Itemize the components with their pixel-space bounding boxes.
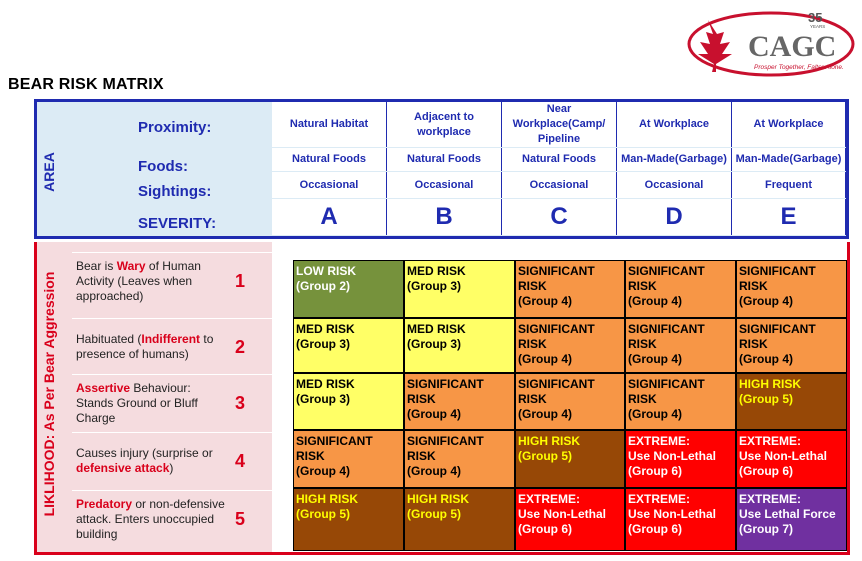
area-cell-proximity: At Workplace xyxy=(617,102,732,147)
svg-text:Prosper Together, Falter Alone: Prosper Together, Falter Alone. xyxy=(754,64,844,71)
area-cell-proximity: Natural Habitat xyxy=(272,102,387,147)
risk-cell-sig: SIGNIFICANT RISK (Group 4) xyxy=(515,318,625,373)
risk-cell-leth: EXTREME: Use Lethal Force (Group 7) xyxy=(736,488,847,551)
area-cell-foods: Man-Made(Garbage) xyxy=(732,148,846,171)
risk-cell-med: MED RISK (Group 3) xyxy=(293,318,404,373)
page-title: BEAR RISK MATRIX xyxy=(8,76,164,93)
area-cell-sightings: Frequent xyxy=(732,172,846,198)
risk-cell-sig: SIGNIFICANT RISK (Group 4) xyxy=(736,260,847,318)
area-cell-letter: E xyxy=(732,199,846,235)
area-cell-proximity: At Workplace xyxy=(732,102,846,147)
likelihood-description: Predatory or non-defensive attack. Enters unoccupied building xyxy=(76,496,225,541)
area-cell-letter: B xyxy=(387,199,502,235)
svg-text:CAGC: CAGC xyxy=(748,30,837,63)
area-cell-proximity: Near Workplace(Camp/ Pipeline xyxy=(502,102,617,147)
likelihood-number: 4 xyxy=(234,450,245,471)
cagc-logo xyxy=(686,6,856,78)
risk-cell-sig: SIGNIFICANT RISK (Group 4) xyxy=(515,260,625,318)
likelihood-label: LIKLIHOOD: As Per Bear Aggression xyxy=(41,271,57,517)
area-cell-sightings: Occasional xyxy=(617,172,732,198)
area-cell-sightings: Occasional xyxy=(272,172,387,198)
likelihood-number: 1 xyxy=(234,270,245,291)
foods-label: Foods: xyxy=(138,158,188,175)
area-cell-proximity: Adjacent to workplace xyxy=(387,102,502,147)
risk-cell-high: HIGH RISK (Group 5) xyxy=(515,430,625,488)
risk-cell-ext: EXTREME: Use Non-Lethal (Group 6) xyxy=(625,488,736,551)
likelihood-number: 5 xyxy=(234,508,245,529)
area-cell-letter: C xyxy=(502,199,617,235)
risk-cell-high: HIGH RISK (Group 5) xyxy=(293,488,404,551)
likelihood-description: Assertive Behaviour: Stands Ground or Bluff Charge xyxy=(76,380,198,425)
severity-label: SEVERITY: xyxy=(138,215,217,232)
risk-cell-med: MED RISK (Group 3) xyxy=(293,373,404,430)
risk-cell-sig: SIGNIFICANT RISK (Group 4) xyxy=(515,373,625,430)
risk-cell-low: LOW RISK (Group 2) xyxy=(293,260,404,318)
risk-cell-sig: SIGNIFICANT RISK (Group 4) xyxy=(625,373,736,430)
likelihood-row xyxy=(72,490,272,547)
likelihood-row xyxy=(72,432,272,489)
likelihood-description: Causes injury (surprise or defensive attack) xyxy=(76,446,213,475)
likelihood-number: 3 xyxy=(234,392,245,413)
risk-cell-sig: SIGNIFICANT RISK (Group 4) xyxy=(404,430,515,488)
svg-text:35: 35 xyxy=(808,10,823,25)
risk-cell-ext: EXTREME: Use Non-Lethal (Group 6) xyxy=(515,488,625,551)
area-cell-letter: D xyxy=(617,199,732,235)
area-label: AREA xyxy=(41,152,57,192)
risk-cell-sig: SIGNIFICANT RISK (Group 4) xyxy=(404,373,515,430)
svg-text:YEARS: YEARS xyxy=(810,24,826,29)
risk-cell-sig: SIGNIFICANT RISK (Group 4) xyxy=(736,318,847,373)
area-cell-sightings: Occasional xyxy=(387,172,502,198)
risk-cell-sig: SIGNIFICANT RISK (Group 4) xyxy=(625,318,736,373)
risk-cell-med: MED RISK (Group 3) xyxy=(404,260,515,318)
proximity-label: Proximity: xyxy=(138,119,212,136)
area-cell-foods: Man-Made(Garbage) xyxy=(617,148,732,171)
likelihood-description: Bear is Wary of Human Activity (Leaves when approached) xyxy=(76,258,201,303)
risk-cell-high: HIGH RISK (Group 5) xyxy=(736,373,847,430)
area-cell-foods: Natural Foods xyxy=(502,148,617,171)
likelihood-description: Habituated (Indifferent to presence of humans) xyxy=(76,332,214,361)
risk-cell-high: HIGH RISK (Group 5) xyxy=(404,488,515,551)
risk-cell-sig: SIGNIFICANT RISK (Group 4) xyxy=(625,260,736,318)
likelihood-row xyxy=(72,374,272,431)
sightings-label: Sightings: xyxy=(138,183,212,200)
area-cell-letter: A xyxy=(272,199,387,235)
risk-cell-ext: EXTREME: Use Non-Lethal (Group 6) xyxy=(736,430,847,488)
risk-cell-sig: SIGNIFICANT RISK (Group 4) xyxy=(293,430,404,488)
area-cell-foods: Natural Foods xyxy=(272,148,387,171)
likelihood-number: 2 xyxy=(234,336,245,357)
likelihood-row xyxy=(72,318,272,375)
area-header-grid xyxy=(272,102,846,236)
area-cell-sightings: Occasional xyxy=(502,172,617,198)
likelihood-row xyxy=(72,252,272,309)
risk-cell-med: MED RISK (Group 3) xyxy=(404,318,515,373)
area-cell-foods: Natural Foods xyxy=(387,148,502,171)
risk-cell-ext: EXTREME: Use Non-Lethal (Group 6) xyxy=(625,430,736,488)
